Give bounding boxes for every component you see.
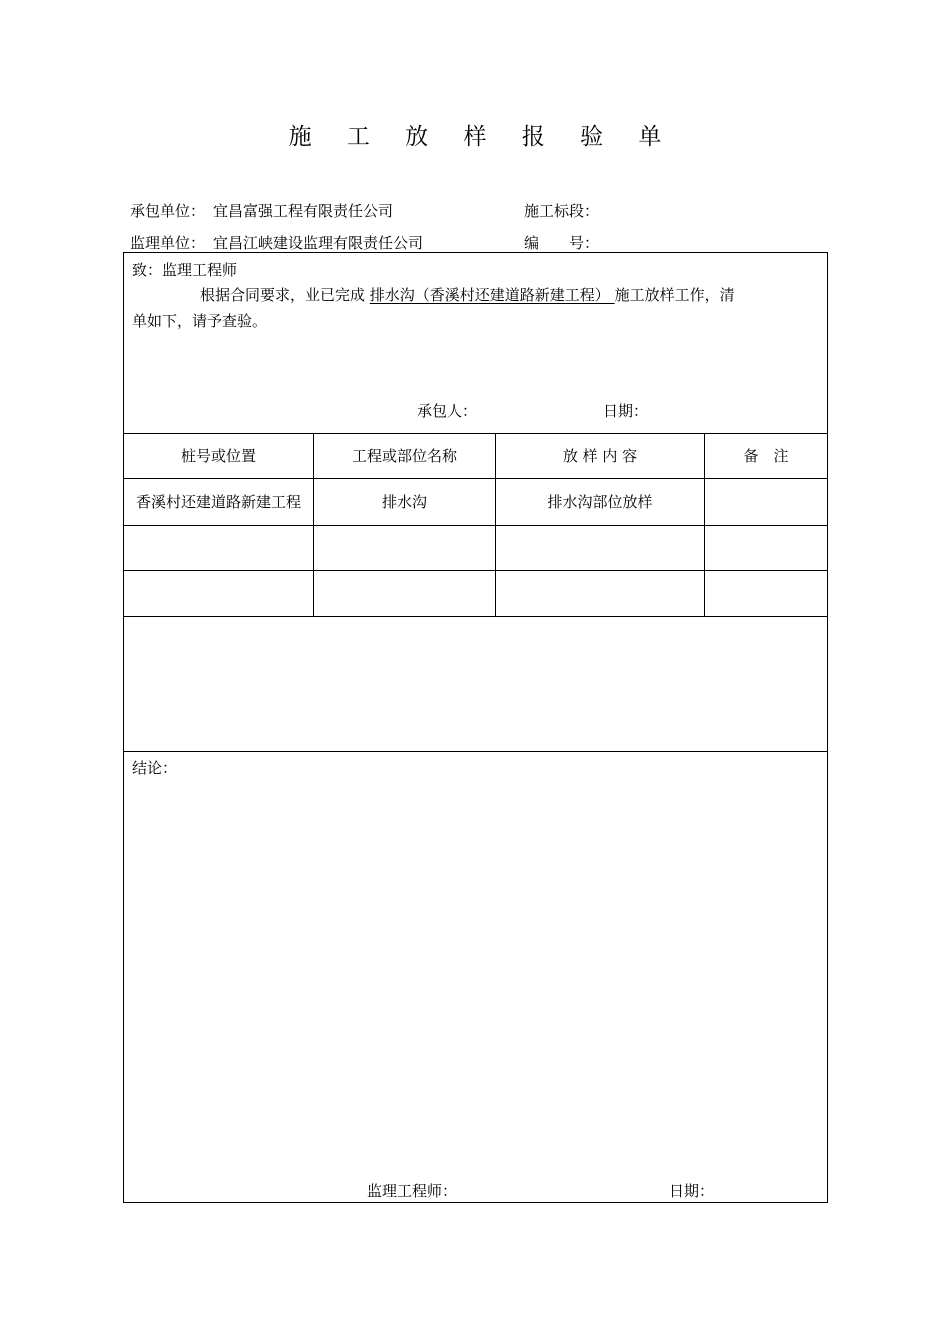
contractor-value: 宜昌富强工程有限责任公司	[213, 202, 394, 220]
request-text-before: 根据合同要求，业已完成	[200, 286, 370, 304]
page-title: 施 工 放 样 报 验 单	[288, 124, 676, 150]
project-name: 排水沟（香溪村还建道路新建工程）	[369, 286, 615, 304]
conclusion-label: 结论：	[132, 759, 178, 777]
table-cell-location: 香溪村还建道路新建工程	[135, 493, 301, 511]
header-remarks: 备 注	[743, 447, 789, 465]
header-work-name: 工程或部位名称	[351, 447, 457, 465]
table-cell-work-name	[314, 526, 495, 570]
engineer-signature-label: 监理工程师：	[367, 1182, 458, 1200]
contractor-signature-label: 承包人：	[417, 402, 478, 420]
number-label: 编 号：	[524, 234, 600, 252]
table-cell-content: 排水沟部位放样	[547, 493, 653, 511]
table-cell-work-name: 排水沟	[381, 493, 427, 511]
conclusion-date-label: 日期：	[669, 1182, 715, 1200]
request-date-label: 日期：	[603, 402, 649, 420]
table-cell-content	[496, 526, 704, 570]
section-label: 施工标段：	[524, 202, 600, 220]
table-cell-remarks	[705, 526, 827, 570]
header-location: 桩号或位置	[180, 447, 256, 465]
table-cell-content	[496, 571, 704, 616]
request-text	[200, 284, 735, 305]
supervisor-value: 宜昌江峡建设监理有限责任公司	[213, 234, 424, 252]
table-cell-location	[124, 571, 313, 616]
header-content: 放 样 内 容	[562, 447, 638, 465]
table-cell-remarks	[705, 571, 827, 616]
request-addressee: 致：监理工程师	[132, 261, 238, 279]
request-text-line2: 单如下，请予查验。	[132, 312, 268, 330]
contractor-label: 承包单位：	[130, 202, 206, 220]
table-cell-work-name	[314, 571, 495, 616]
form-frame	[123, 252, 828, 1203]
divider	[123, 616, 828, 617]
table-cell-remarks	[705, 479, 827, 525]
table-cell-location	[124, 526, 313, 570]
request-text-after: 施工放样工作，清	[614, 286, 735, 304]
divider	[123, 751, 828, 752]
supervisor-label: 监理单位：	[130, 234, 206, 252]
